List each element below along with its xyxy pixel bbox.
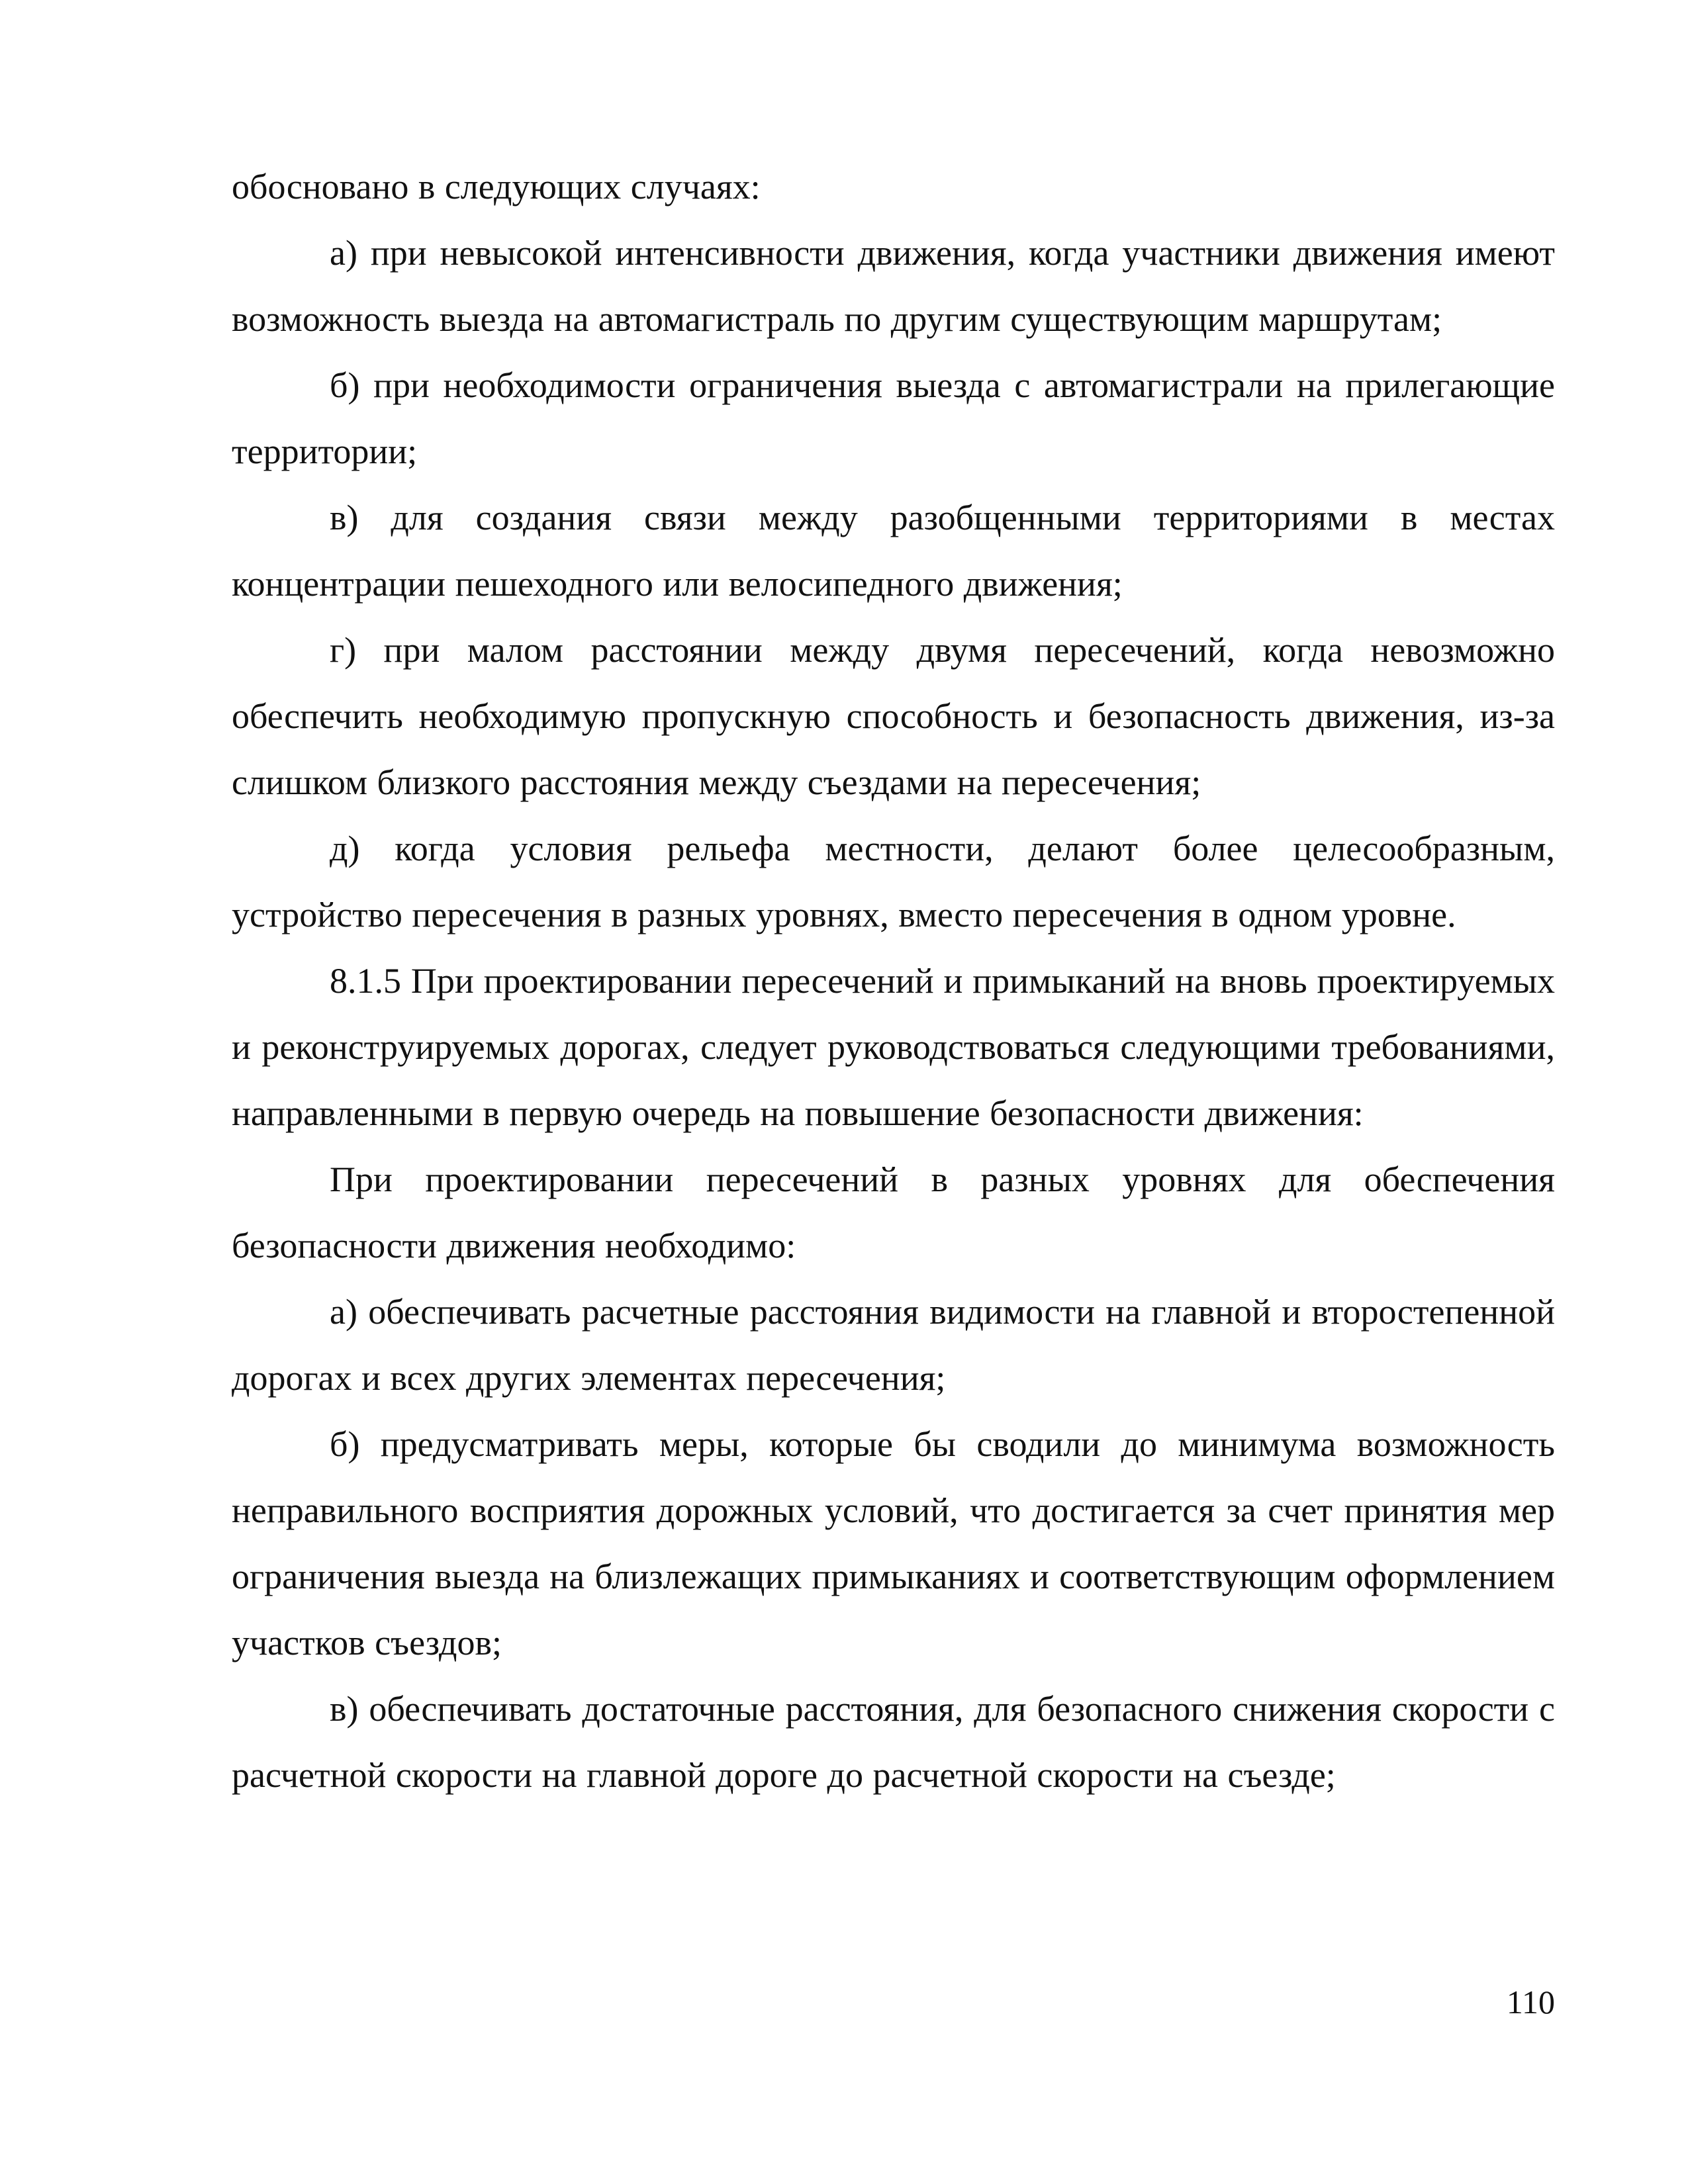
section-8-1-5: 8.1.5 При проектировании пересечений и примыканий на вновь проектируемых и реконструируемых дорогах, следует руководствоваться следующими требованиями, направленными в первую очередь на повышение безопасности движения:: [232, 961, 1555, 1133]
requirement-b: б) предусматривать меры, которые бы сводили до минимума возможность неправильного восприятия дорожных условий, что достигается за счет принятия мер ограничения выезда на близлежащих примыканиях и соответствующим оформлением участков съездов;: [232, 1424, 1555, 1662]
requirement-a: а) обеспечивать расчетные расстояния видимости на главной и второстепенной дорогах и всех других элементах пересечения;: [232, 1292, 1555, 1398]
paragraph-continuation: обосновано в следующих случаях:: [232, 167, 761, 206]
page-number: 110: [1506, 1983, 1555, 2021]
paragraph-grade-separated: При проектировании пересечений в разных уровнях для обеспечения безопасности движения необходимо:: [232, 1160, 1555, 1265]
list-item-d: д) когда условия рельефа местности, делают более целесообразным, устройство пересечения в разных уровнях, вместо пересечения в одном уровне.: [232, 829, 1555, 934]
page-body: [232, 154, 1555, 1808]
list-item-a: а) при невысокой интенсивности движения, когда участники движения имеют возможность выезда на автомагистраль по другим существующим маршрутам;: [232, 233, 1555, 339]
list-item-v: в) для создания связи между разобщенными территориями в местах концентрации пешеходного или велосипедного движения;: [232, 498, 1555, 604]
list-item-b: б) при необходимости ограничения выезда с автомагистрали на прилегающие территории;: [232, 365, 1555, 471]
list-item-g: г) при малом расстоянии между двумя пересечений, когда невозможно обеспечить необходимую пропускную способность и безопасность движения, из-за слишком близкого расстояния между съездами на пересечения;: [232, 630, 1555, 802]
requirement-v: в) обеспечивать достаточные расстояния, для безопасного снижения скорости с расчетной скорости на главной дороге до расчетной скорости на съезде;: [232, 1689, 1555, 1795]
